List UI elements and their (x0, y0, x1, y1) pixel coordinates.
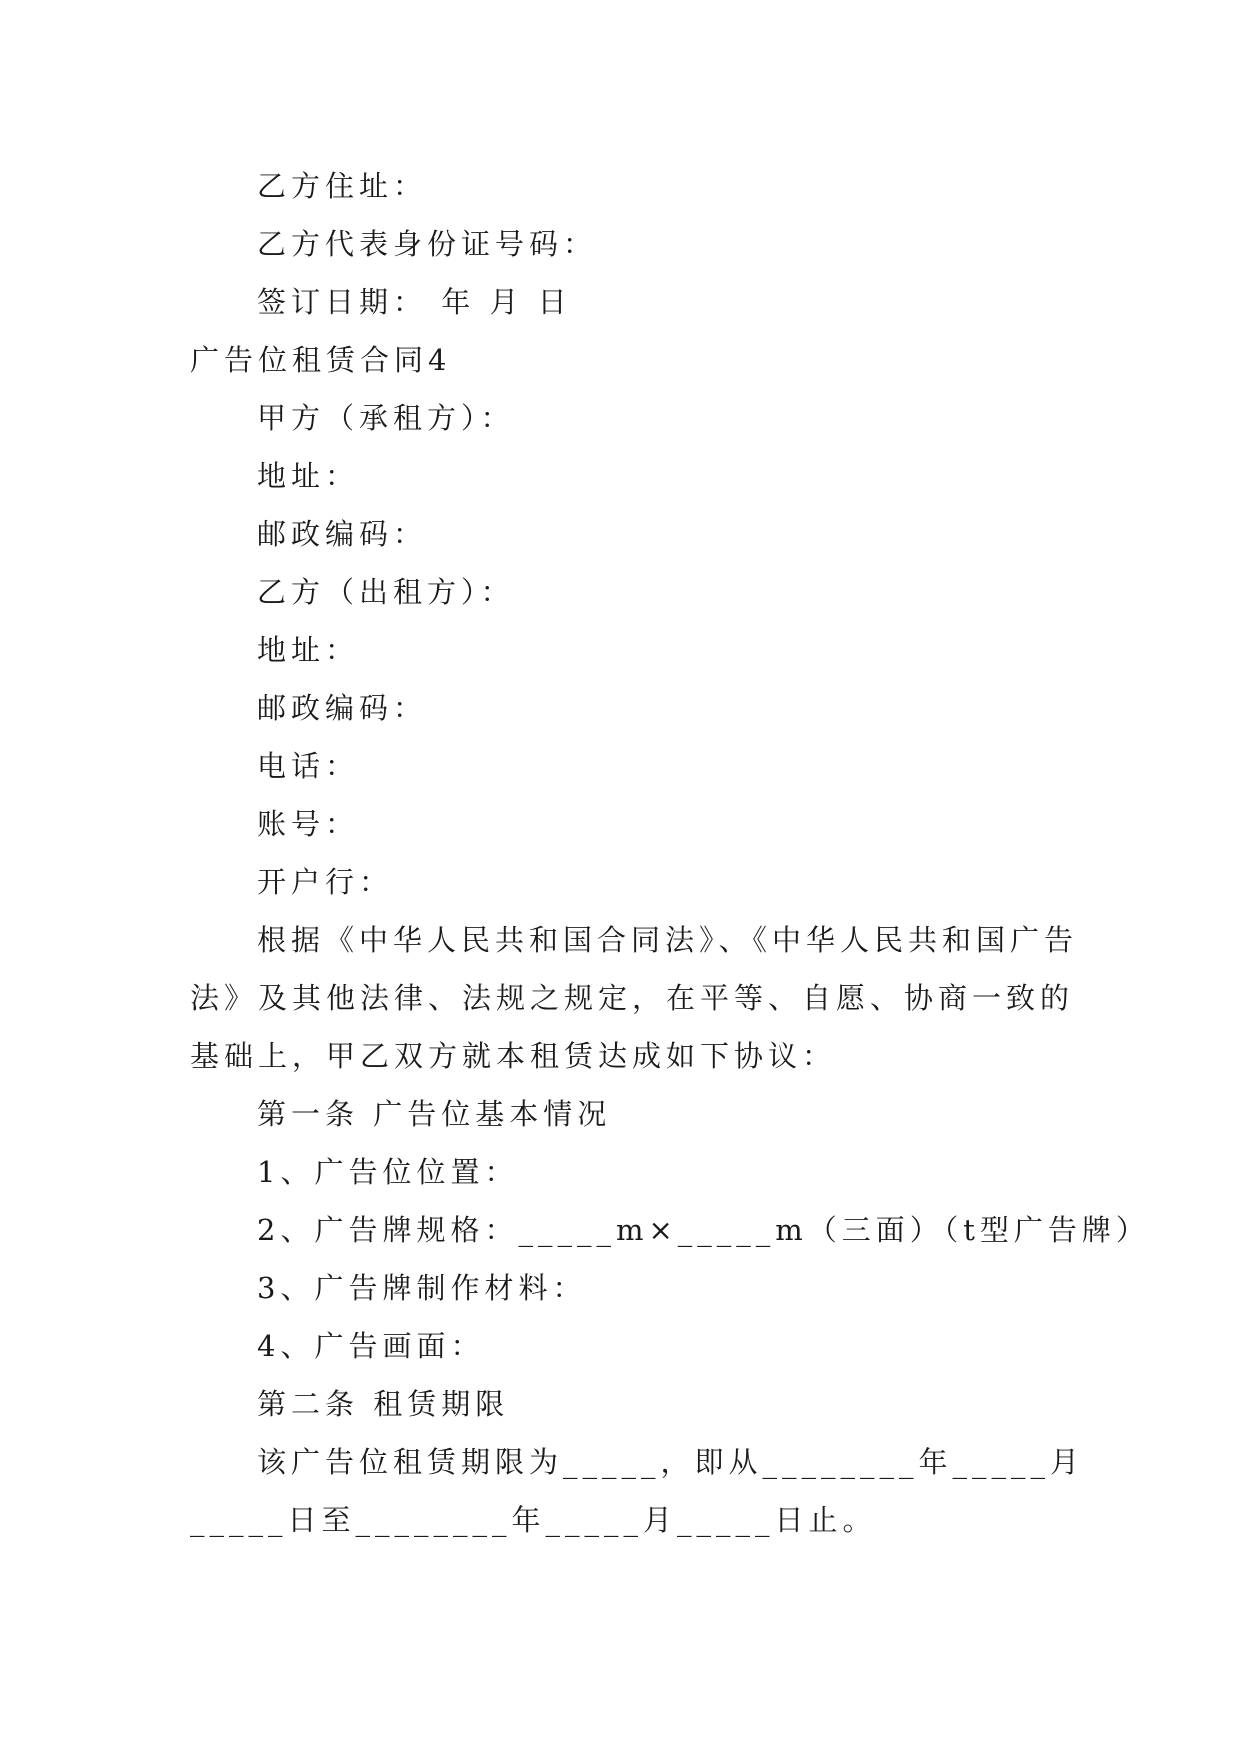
party-b-address-2: 地址： (257, 633, 360, 667)
party-b-address: 乙方住址： (257, 169, 428, 203)
article-1-item-1: 1、广告位位置： (257, 1155, 519, 1189)
article-2-line-2: _____日至________年_____月_____日止。 (190, 1503, 877, 1537)
party-b-label: 乙方（出租方）： (257, 575, 515, 609)
article-2-line-1: 该广告位租赁期限为_____，即从________年_____月 (257, 1445, 1085, 1479)
article-1-item-4: 4、广告画面： (257, 1329, 485, 1363)
article-1-heading: 第一条 广告位基本情况 (257, 1097, 612, 1131)
party-b-bank: 开户行： (257, 865, 394, 899)
article-2-heading: 第二条 租赁期限 (257, 1387, 510, 1421)
article-1-item-3: 3、广告牌制作材料： (257, 1271, 587, 1305)
party-b-account: 账号： (257, 807, 360, 841)
party-a-address: 地址： (257, 459, 360, 493)
party-b-phone: 电话： (257, 749, 360, 783)
party-b-id-number: 乙方代表身份证号码： (257, 227, 598, 261)
contract-title: 广告位租赁合同4 (190, 343, 452, 377)
party-a-postal-code: 邮政编码： (257, 517, 428, 551)
preamble-line-1: 根据《中华人民共和国合同法》、《中华人民共和国广告 (257, 923, 1079, 957)
party-b-postal-code: 邮政编码： (257, 691, 428, 725)
preamble-line-3: 基础上，甲乙双方就本租赁达成如下协议： (190, 1039, 837, 1073)
preamble-line-2: 法》及其他法律、法规之规定，在平等、自愿、协商一致的 (190, 981, 1075, 1015)
signing-date: 签订日期： 年 月 日 (257, 285, 572, 319)
article-1-item-2: 2、广告牌规格：_____m×_____m（三面）（t型广告牌） (257, 1213, 1150, 1247)
party-a-label: 甲方（承租方）： (257, 401, 515, 435)
